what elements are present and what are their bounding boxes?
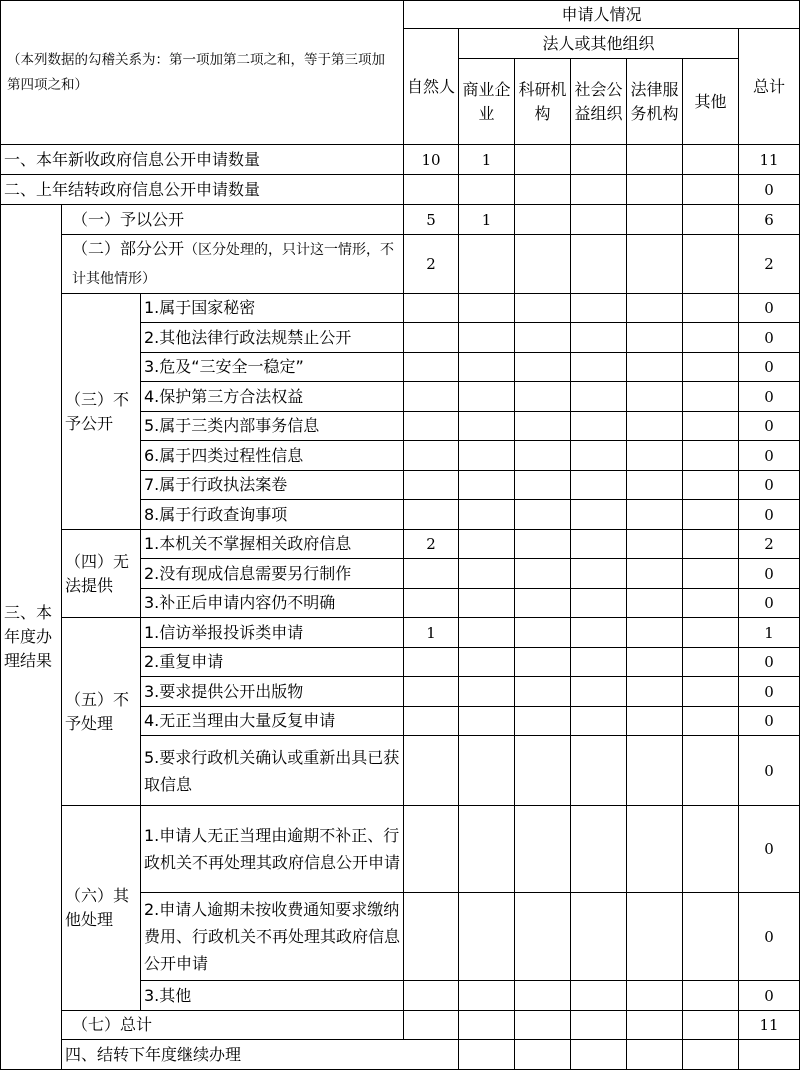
g5-item-1: 1.信访举报投诉类申请 (141, 618, 404, 648)
g4-2-total: 0 (739, 559, 800, 589)
g5-1-total: 1 (739, 618, 800, 648)
g5-item-5: 5.要求行政机关确认或重新出具已获取信息 (141, 736, 404, 806)
g3-item-1: 1.属于国家秘密 (141, 294, 404, 323)
g5-5-total: 0 (739, 736, 800, 806)
g3-1-total: 0 (739, 294, 800, 323)
relationship-note: （本列数据的勾稽关系为：第一项加第二项之和，等于第三项加第四项之和） (1, 1, 404, 145)
group-3-label: （三）不予公开 (62, 294, 141, 530)
applicant-header: 申请人情况 (404, 1, 800, 29)
g3-item-7: 7.属于行政执法案卷 (141, 471, 404, 500)
g5-item-2: 2.重复申请 (141, 648, 404, 677)
group-5-label: （五）不予处理 (62, 618, 141, 806)
g3-5-total: 0 (739, 412, 800, 441)
g5-1-natural: 1 (404, 618, 459, 648)
other-header: 其他 (683, 59, 739, 145)
group-4-label: （四）无法提供 (62, 530, 141, 618)
g4-item-1: 1.本机关不掌握相关政府信息 (141, 530, 404, 559)
g3-2-total: 0 (739, 323, 800, 353)
g1-total: 6 (739, 205, 800, 235)
section-1-label: 一、本年新收政府信息公开申请数量 (1, 145, 404, 175)
total-header: 总计 (739, 29, 800, 145)
group-7-label: （七）总计 (62, 1011, 404, 1040)
group-2-note: （区分处理的，只计这一情形，不计其他情形） (72, 242, 395, 287)
g3-item-4: 4.保护第三方合法权益 (141, 382, 404, 412)
g4-1-total: 2 (739, 530, 800, 559)
business-header: 商业企业 (459, 59, 515, 145)
s1-natural: 10 (404, 145, 459, 175)
g5-4-total: 0 (739, 707, 800, 736)
g1-natural: 5 (404, 205, 459, 235)
g5-2-total: 0 (739, 648, 800, 677)
social-header: 社会公益组织 (571, 59, 627, 145)
g5-3-total: 0 (739, 677, 800, 707)
g3-3-total: 0 (739, 353, 800, 382)
g3-item-3: 3.危及“三安全一稳定” (141, 353, 404, 382)
s1-business: 1 (459, 145, 515, 175)
g2-natural: 2 (404, 235, 459, 294)
section-3-label: 三、本年度办理结果 (1, 205, 62, 1070)
g5-item-3: 3.要求提供公开出版物 (141, 677, 404, 707)
research-header: 科研机构 (515, 59, 571, 145)
g1-business: 1 (459, 205, 515, 235)
group-6-label: （六）其他处理 (62, 806, 141, 1011)
g3-4-total: 0 (739, 382, 800, 412)
natural-person-header: 自然人 (404, 29, 459, 145)
g3-item-5: 5.属于三类内部事务信息 (141, 412, 404, 441)
g3-7-total: 0 (739, 471, 800, 500)
g6-item-1: 1.申请人无正当理由逾期不补正、行政机关不再处理其政府信息公开申请 (141, 806, 404, 893)
legal-group-header: 法人或其他组织 (459, 29, 739, 59)
legal-service-header: 法律服务机构 (627, 59, 683, 145)
group-2-main: （二）部分公开 (72, 239, 185, 258)
g4-3-total: 0 (739, 589, 800, 618)
s1-total: 11 (739, 145, 800, 175)
section-2-label: 二、上年结转政府信息公开申请数量 (1, 175, 404, 205)
group-1-label: （一）予以公开 (62, 205, 404, 235)
g3-item-2: 2.其他法律行政法规禁止公开 (141, 323, 404, 353)
section-4-label: 四、结转下年度继续办理 (62, 1040, 459, 1070)
g5-item-4: 4.无正当理由大量反复申请 (141, 707, 404, 736)
g2-total: 2 (739, 235, 800, 294)
g6-1-total: 0 (739, 806, 800, 893)
g6-2-total: 0 (739, 893, 800, 981)
g3-item-8: 8.属于行政查询事项 (141, 500, 404, 530)
g7-total: 11 (739, 1011, 800, 1040)
s2-total: 0 (739, 175, 800, 205)
g6-item-2: 2.申请人逾期未按收费通知要求缴纳费用、行政机关不再处理其政府信息公开申请 (141, 893, 404, 981)
g3-6-total: 0 (739, 441, 800, 471)
g3-item-6: 6.属于四类过程性信息 (141, 441, 404, 471)
group-2-label (62, 235, 404, 294)
g4-1-natural: 2 (404, 530, 459, 559)
g6-item-3: 3.其他 (141, 981, 404, 1011)
g3-8-total: 0 (739, 500, 800, 530)
g6-3-total: 0 (739, 981, 800, 1011)
g4-item-2: 2.没有现成信息需要另行制作 (141, 559, 404, 589)
g4-item-3: 3.补正后申请内容仍不明确 (141, 589, 404, 618)
